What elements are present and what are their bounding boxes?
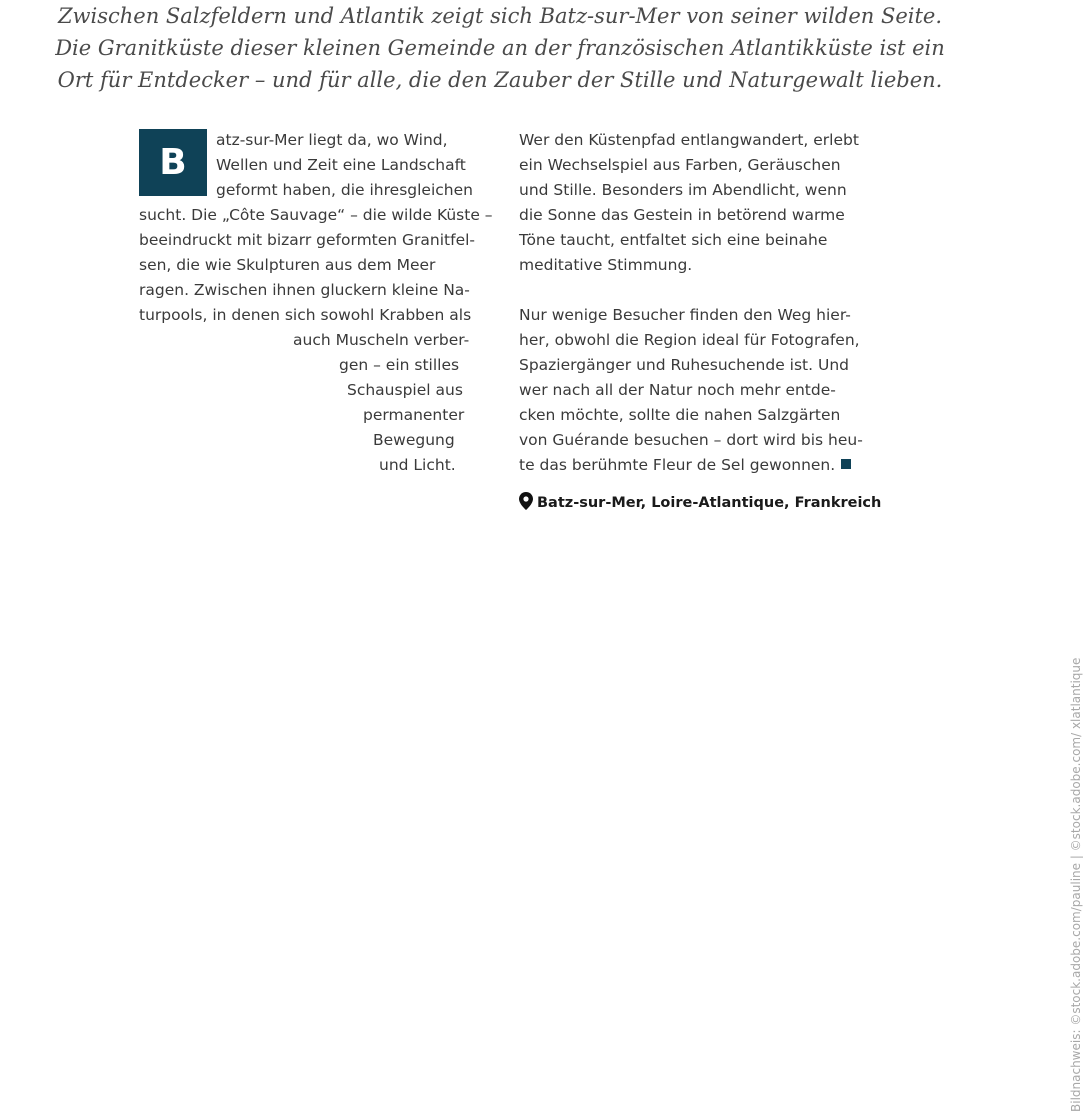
dropcap: B — [139, 129, 207, 196]
text-line: von Guérande besuchen – dort wird bis heu- — [519, 431, 863, 449]
text-line: wer nach all der Natur noch mehr entde- — [519, 381, 836, 399]
text-line: ein Wechselspiel aus Farben, Geräuschen — [519, 156, 841, 174]
lead-line: Die Granitküste dieser kleinen Gemeinde an der französischen Atlantikküste ist ein — [55, 36, 945, 60]
paragraph — [519, 303, 864, 478]
location-label — [519, 492, 881, 517]
text-line: Wellen und Zeit eine Landschaft — [216, 156, 466, 174]
map-pin-icon — [519, 492, 533, 517]
text-line: beeindruckt mit bizarr geformten Granitfel- — [139, 231, 476, 249]
text-line: Bewegung — [373, 431, 455, 449]
text-line: Schauspiel aus — [347, 381, 463, 399]
paragraph — [519, 128, 864, 278]
text-line: Wer den Küstenpfad entlangwandert, erlebt — [519, 131, 859, 149]
image-credit: Bildnachweis: ©stock.adobe.com/pauline | ©stock.adobe.com/ xlatlantique — [1069, 657, 1083, 1112]
text-line: Nur wenige Besucher finden den Weg hier- — [519, 306, 851, 324]
text-line: atz-sur-Mer liegt da, wo Wind, — [216, 131, 448, 149]
article-right-column — [519, 128, 864, 503]
text-line: meditative Stimmung. — [519, 256, 693, 274]
text-line-last — [519, 453, 864, 478]
text-line: ragen. Zwischen ihnen gluckern kleine Na- — [139, 281, 470, 299]
end-square-icon — [841, 459, 851, 469]
lead-line: Ort für Entdecker – und für alle, die den Zauber der Stille und Naturgewalt lieben. — [57, 68, 943, 92]
text-line: und Stille. Besonders im Abendlicht, wenn — [519, 181, 847, 199]
lead-line: Zwischen Salzfeldern und Atlantik zeigt sich Batz-sur-Mer von seiner wilden Seite. — [57, 4, 943, 28]
location-text: Batz-sur-Mer, Loire-Atlantique, Frankreich — [537, 495, 882, 511]
text-line: sucht. Die „Côte Sauvage“ – die wilde Küste – — [139, 206, 493, 224]
text-line: turpools, in denen sich sowohl Krabben als — [139, 306, 472, 324]
text-line: die Sonne das Gestein in betörend warme — [519, 206, 845, 224]
text-line: und Licht. — [379, 456, 456, 474]
text-line: cken möchte, sollte die nahen Salzgärten — [519, 406, 841, 424]
text-line: her, obwohl die Region ideal für Fotografen, — [519, 331, 860, 349]
text-line: Töne taucht, entfaltet sich eine beinahe — [519, 231, 828, 249]
text-line: auch Muscheln verber- — [293, 331, 470, 349]
text-line: Spaziergänger und Ruhesuchende ist. Und — [519, 356, 849, 374]
text-line: gen – ein stilles — [339, 356, 460, 374]
text-line: te das berühmte Fleur de Sel gewonnen. — [519, 456, 836, 474]
text-line: geformt haben, die ihresgleichen — [216, 181, 473, 199]
lead-paragraph — [0, 0, 1000, 96]
text-line: sen, die wie Skulpturen aus dem Meer — [139, 256, 436, 274]
text-line: permanenter — [363, 406, 465, 424]
